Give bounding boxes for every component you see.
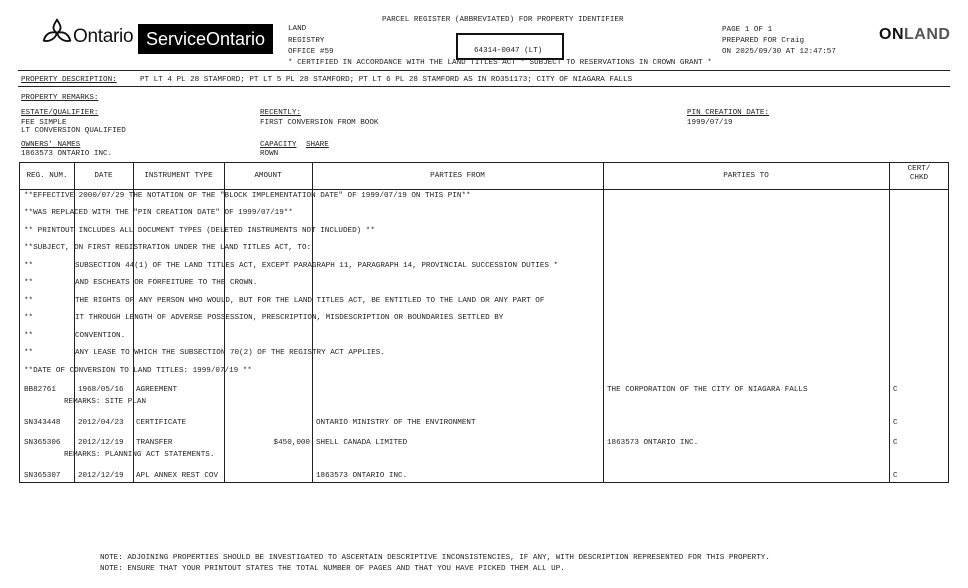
footer-note-2: NOTE: ENSURE THAT YOUR PRINTOUT STATES THE TOTAL NUMBER OF PAGES AND THAT YOU HAVE PICKED THEM ALL UP. xyxy=(100,565,565,573)
subject-item-mark: ** xyxy=(24,349,34,357)
row-instrument-type: CERTIFICATE xyxy=(136,419,187,427)
print-datetime: ON 2025/09/30 AT 12:47:57 xyxy=(722,48,836,56)
certified-line: * CERTIFIED IN ACCORDANCE WITH THE LAND TITLES ACT * SUBJECT TO RESERVATIONS IN CROWN GRANT * xyxy=(288,59,712,67)
header-row-divider xyxy=(20,189,948,190)
subject-item-mark: ** xyxy=(24,314,34,322)
row-cert: C xyxy=(893,472,898,480)
land-registry-line-2: REGISTRY xyxy=(288,37,325,45)
capacity-value: ROWN xyxy=(260,150,279,158)
row-reg-num: SN343448 xyxy=(24,419,61,427)
subject-item-mark: ** xyxy=(24,332,34,340)
property-description: PT LT 4 PL 28 STAMFORD; PT LT 5 PL 28 STAMFORD; PT LT 6 PL 28 STAMFORD AS IN RO351173; CITY OF NIAGARA FALLS xyxy=(140,76,633,84)
subject-item-mark: ** xyxy=(24,262,34,270)
instruments-table xyxy=(19,162,949,483)
row-instrument-type: TRANSFER xyxy=(136,439,173,447)
pin-value: 64314-0047 (LT) xyxy=(474,47,543,55)
col-header-parties-to: PARTIES TO xyxy=(723,172,769,180)
ontario-wordmark: Ontario xyxy=(73,26,134,47)
column-divider xyxy=(603,163,604,482)
col-header-cert xyxy=(889,165,949,183)
row-date: 2012/12/19 xyxy=(78,439,124,447)
share-label: SHARE xyxy=(306,141,329,149)
col-header-parties-from: PARTIES FROM xyxy=(430,172,485,180)
row-date: 1968/05/16 xyxy=(78,386,124,394)
property-description-label: PROPERTY DESCRIPTION: xyxy=(21,76,117,84)
prepared-for: PREPARED FOR Craig xyxy=(722,37,805,45)
table-note: **SUBJECT, ON FIRST REGISTRATION UNDER THE LAND TITLES ACT, TO: xyxy=(24,244,312,252)
col-header-reg-num: REG. NUM. xyxy=(26,172,68,180)
service-ontario-logo: ServiceOntario xyxy=(138,24,273,54)
row-parties-to: 1863573 ONTARIO INC. xyxy=(607,439,699,447)
table-note: **EFFECTIVE 2000/07/29 THE NOTATION OF THE "BLOCK IMPLEMENTATION DATE" OF 1999/07/19 ON THIS PIN** xyxy=(24,192,471,200)
footer-note-1: NOTE: ADJOINING PROPERTIES SHOULD BE INVESTIGATED TO ASCERTAIN DESCRIPTIVE INCONSISTENCIES, IF ANY, WITH DESCRIPTION REPRESENTED FOR THIS PROPERTY. xyxy=(100,554,770,562)
ontario-trillium-logo-icon xyxy=(40,15,74,51)
col-header-date: DATE xyxy=(94,172,113,180)
owners-names-label: OWNERS' NAMES xyxy=(21,141,81,149)
subject-item-text: AND ESCHEATS OR FORFEITURE TO THE CROWN. xyxy=(75,279,258,287)
land-registry-line-1: LAND xyxy=(288,25,307,33)
row-cert: C xyxy=(893,386,898,394)
table-note: **WAS REPLACED WITH THE "PIN CREATION DATE" OF 1999/07/19** xyxy=(24,209,293,217)
onland-logo-rest: LAND xyxy=(904,26,951,43)
row-date: 2012/12/19 xyxy=(78,472,124,480)
col-header-instrument-type: INSTRUMENT TYPE xyxy=(144,172,213,180)
row-cert: C xyxy=(893,419,898,427)
col-header-amount: AMOUNT xyxy=(254,172,282,180)
subject-item-text: ANY LEASE TO WHICH THE SUBSECTION 70(2) OF THE REGISTRY ACT APPLIES. xyxy=(75,349,385,357)
row-parties-from: 1863573 ONTARIO INC. xyxy=(316,472,408,480)
subject-item-text: SUBSECTION 44(1) OF THE LAND TITLES ACT, EXCEPT PARAGRAPH 11, PARAGRAPH 14, PROVINCIAL SUCCESSION DUTIES * xyxy=(75,262,559,270)
row-parties-to: THE CORPORATION OF THE CITY OF NIAGARA FALLS xyxy=(607,386,808,394)
subject-item-mark: ** xyxy=(24,297,34,305)
row-cert: C xyxy=(893,439,898,447)
recently-value: FIRST CONVERSION FROM BOOK xyxy=(260,119,379,127)
estate-line-1: FEE SIMPLE xyxy=(21,119,67,127)
row-date: 2012/04/23 xyxy=(78,419,124,427)
col-header-cert-line-2: CHKD xyxy=(909,174,929,182)
pin-creation-date-label: PIN CREATION DATE: xyxy=(687,109,770,117)
column-divider xyxy=(889,163,890,482)
estate-qualifier-label: ESTATE/QUALIFIER: xyxy=(21,109,99,117)
row-instrument-type: APL ANNEX REST COV xyxy=(136,472,219,480)
description-divider xyxy=(18,86,950,87)
property-remarks-label: PROPERTY REMARKS: xyxy=(21,94,99,102)
subject-item-text: THE RIGHTS OF ANY PERSON WHO WOULD, BUT FOR THE LAND TITLES ACT, BE ENTITLED TO THE LAND OR ANY PART OF xyxy=(75,297,545,305)
subject-item-text: IT THROUGH LENGTH OF ADVERSE POSSESSION, PRESCRIPTION, MISDESCRIPTION OR BOUNDARIES SETTLED BY xyxy=(75,314,504,322)
owner-name: 1863573 ONTARIO INC. xyxy=(21,150,113,158)
land-registry-office: OFFICE #59 xyxy=(288,48,334,56)
row-reg-num: SN365307 xyxy=(24,472,61,480)
col-header-cert-line-1: CERT/ xyxy=(907,165,931,173)
row-amount: $450,000 xyxy=(273,439,310,447)
row-reg-num: BB82761 xyxy=(24,386,56,394)
estate-line-2: LT CONVERSION QUALIFIED xyxy=(21,127,126,135)
recently-label: RECENTLY: xyxy=(260,109,302,117)
row-remarks: REMARKS: PLANNING ACT STATEMENTS. xyxy=(64,451,215,459)
onland-logo xyxy=(879,26,950,44)
conversion-note: **DATE OF CONVERSION TO LAND TITLES: 1999/07/19 ** xyxy=(24,367,252,375)
row-parties-from: SHELL CANADA LIMITED xyxy=(316,439,408,447)
header-divider xyxy=(18,70,950,71)
row-parties-from: ONTARIO MINISTRY OF THE ENVIRONMENT xyxy=(316,419,476,427)
table-note: ** PRINTOUT INCLUDES ALL DOCUMENT TYPES (DELETED INSTRUMENTS NOT INCLUDED) ** xyxy=(24,227,375,235)
row-reg-num: SN365306 xyxy=(24,439,61,447)
register-title: PARCEL REGISTER (ABBREVIATED) FOR PROPERTY IDENTIFIER xyxy=(382,16,624,24)
row-remarks: REMARKS: SITE PLAN xyxy=(64,398,147,406)
onland-logo-bold: ON xyxy=(879,26,904,43)
row-instrument-type: AGREEMENT xyxy=(136,386,178,394)
subject-item-text: CONVENTION. xyxy=(75,332,126,340)
capacity-label: CAPACITY xyxy=(260,141,297,149)
subject-item-mark: ** xyxy=(24,279,34,287)
pin-creation-date: 1999/07/19 xyxy=(687,119,733,127)
page-count: PAGE 1 OF 1 xyxy=(722,26,773,34)
